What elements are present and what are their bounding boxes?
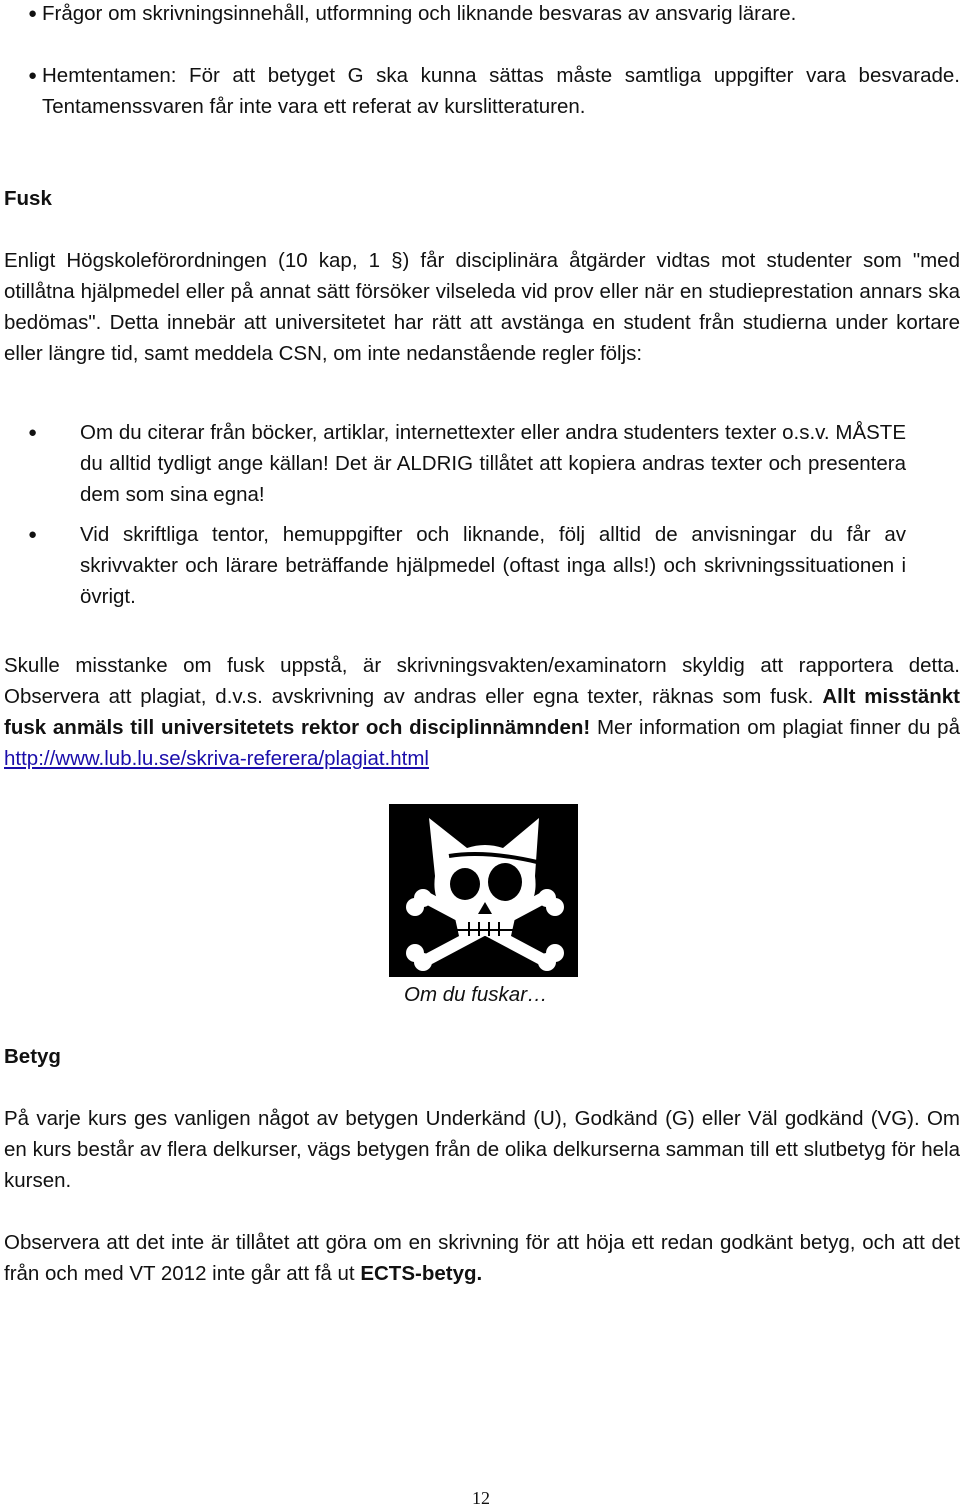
- rule-exam-instructions: Vid skriftliga tentor, hemuppgifter och liknande, följ alltid de anvisningar du får av skrivvakter och lärare beträffande hjälpmedel (oftast inga alls!) och skrivningssituationen i övrigt.: [80, 523, 906, 608]
- fusk-intro-paragraph: Enligt Högskoleförordningen (10 kap, 1 §) får disciplinära åtgärder vidtas mot studenter som "med otillåtna hjälpmedel eller på annat sätt försöker vilseleda vid prov eller när en studieprestation annars ska bedömas". Detta innebär att universitetet har rätt att avstänga en student från studierna under kortare eller längre tid, samt meddela CSN, om inte nedanstående regler följs:: [4, 249, 960, 365]
- ects-bold-text: ECTS-betyg.: [360, 1262, 483, 1285]
- section-heading-fusk: Fusk: [4, 187, 52, 210]
- bullet-text-questions: Frågor om skrivningsinnehåll, utformning och liknande besvaras av ansvarig lärare.: [42, 2, 797, 25]
- betyg-paragraph-regrade: [4, 1227, 960, 1289]
- logo-caption: Om du fuskar…: [404, 983, 548, 1006]
- rule-citing-sources: Om du citerar från böcker, artiklar, internettexter eller andra studenters texter o.s.v. MÅSTE du alltid tydligt ange källan! Det är ALDRIG tillåtet att kopiera andras texter och presentera dem som sina egna!: [80, 421, 906, 506]
- report-bold-text: Allt misstänkt fusk anmäls till universitetets rektor och disciplinnämnden!: [4, 685, 960, 739]
- report-text: Skulle misstanke om fusk uppstå, är skrivningsvakten/examinatorn skyldig att rapportera detta. Observera att plagiat, d.v.s. avskrivning av andras eller egna texter, räknas som fusk.: [4, 654, 960, 708]
- fusk-report-paragraph: [4, 650, 960, 774]
- bullet-icon: ●: [28, 67, 38, 84]
- plagiat-link[interactable]: http://www.lub.lu.se/skriva-referera/plagiat.html: [4, 747, 429, 770]
- section-heading-betyg: Betyg: [4, 1045, 61, 1068]
- regrade-text: Observera att det inte är tillåtet att göra om en skrivning för att höja ett redan godkänt betyg, och att det från och med VT 2012 inte går att få ut: [4, 1231, 960, 1285]
- betyg-paragraph-grades: På varje kurs ges vanligen något av betygen Underkänd (U), Godkänd (G) eller Väl godkänd (VG). Om en kurs består av flera delkurser, vägs betygen från de olika delkurserna samman till ett slutbetyg för hela kursen.: [4, 1107, 960, 1192]
- bullet-icon: ●: [28, 424, 38, 441]
- more-info-text: Mer information om plagiat finner du på: [596, 716, 960, 739]
- bullet-icon: ●: [28, 526, 38, 543]
- page-number: 12: [472, 1488, 490, 1508]
- pirate-cat-skull-crossbones-icon: [389, 804, 578, 977]
- bullet-text-hemtentamen: Hemtentamen: För att betyget G ska kunna sättas måste samtliga uppgifter vara besvarade. Tentamenssvaren får inte vara ett referat av kurslitteraturen.: [42, 64, 960, 118]
- bullet-icon: ●: [28, 5, 38, 22]
